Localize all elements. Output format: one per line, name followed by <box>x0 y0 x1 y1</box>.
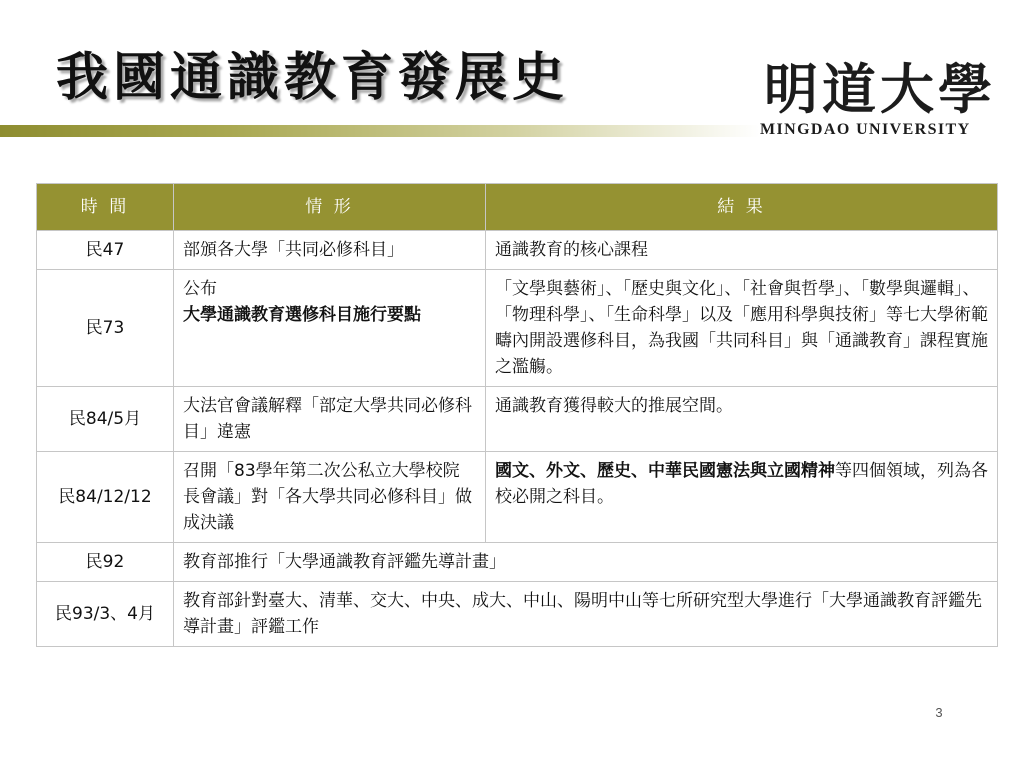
slide-title: 我國通識教育發展史 <box>56 47 570 108</box>
table-row <box>37 270 998 387</box>
page-number: 3 <box>935 705 943 720</box>
logo-english-name: MINGDAO UNIVERSITY <box>760 121 971 138</box>
time-cell: 民84/5月 <box>37 387 174 452</box>
situation-cell: 召開「83學年第二次公私立大學校院長會議」對「各大學共同必修科目」做成決議 <box>174 452 486 543</box>
logo-chinese-name: 明道大學 <box>764 57 996 121</box>
time-cell: 民92 <box>37 543 174 582</box>
table-row <box>37 231 998 270</box>
time-cell: 民93/3、4月 <box>37 582 174 647</box>
result-cell: 「文學與藝術」、「歷史與文化」、「社會與哲學」、「數學與邏輯」、「物理科學」、「生命科學」以及「應用科學與技術」等七大學術範疇內開設選修科目，為我國「共同科目」與「通識教育」課程實施之濫觴。 <box>486 270 998 387</box>
situation-cell: 大法官會議解釋「部定大學共同必修科目」違憲 <box>174 387 486 452</box>
result-bold-text: 國文、外文、歷史、中華民國憲法與立國精神 <box>495 461 835 481</box>
history-table <box>36 183 998 647</box>
event-cell: 教育部針對臺大、清華、交大、中央、成大、中山、陽明中山等七所研究型大學進行「大學通識教育評鑑先導計畫」評鑑工作 <box>174 582 998 647</box>
header-result: 結 果 <box>486 184 998 231</box>
situation-bold-text: 大學通識教育選修科目施行要點 <box>183 305 421 325</box>
university-logo <box>758 57 1016 144</box>
time-cell: 民84/12/12 <box>37 452 174 543</box>
table-row <box>37 543 998 582</box>
result-cell <box>486 452 998 543</box>
situation-text: 公布 <box>183 279 217 299</box>
header-time: 時 間 <box>37 184 174 231</box>
result-cell: 通識教育的核心課程 <box>486 231 998 270</box>
time-cell: 民73 <box>37 270 174 387</box>
title-underline-bar <box>0 125 760 137</box>
event-cell: 教育部推行「大學通識教育評鑑先導計畫」 <box>174 543 998 582</box>
table-row <box>37 452 998 543</box>
result-cell: 通識教育獲得較大的推展空間。 <box>486 387 998 452</box>
table-header-row <box>37 184 998 231</box>
table-row <box>37 582 998 647</box>
result-text: 等四個領域，列為各校必開之科目。 <box>495 461 988 507</box>
situation-cell: 部頒各大學「共同必修科目」 <box>174 231 486 270</box>
header-situation: 情 形 <box>174 184 486 231</box>
table-row <box>37 387 998 452</box>
situation-cell <box>174 270 486 387</box>
time-cell: 民47 <box>37 231 174 270</box>
